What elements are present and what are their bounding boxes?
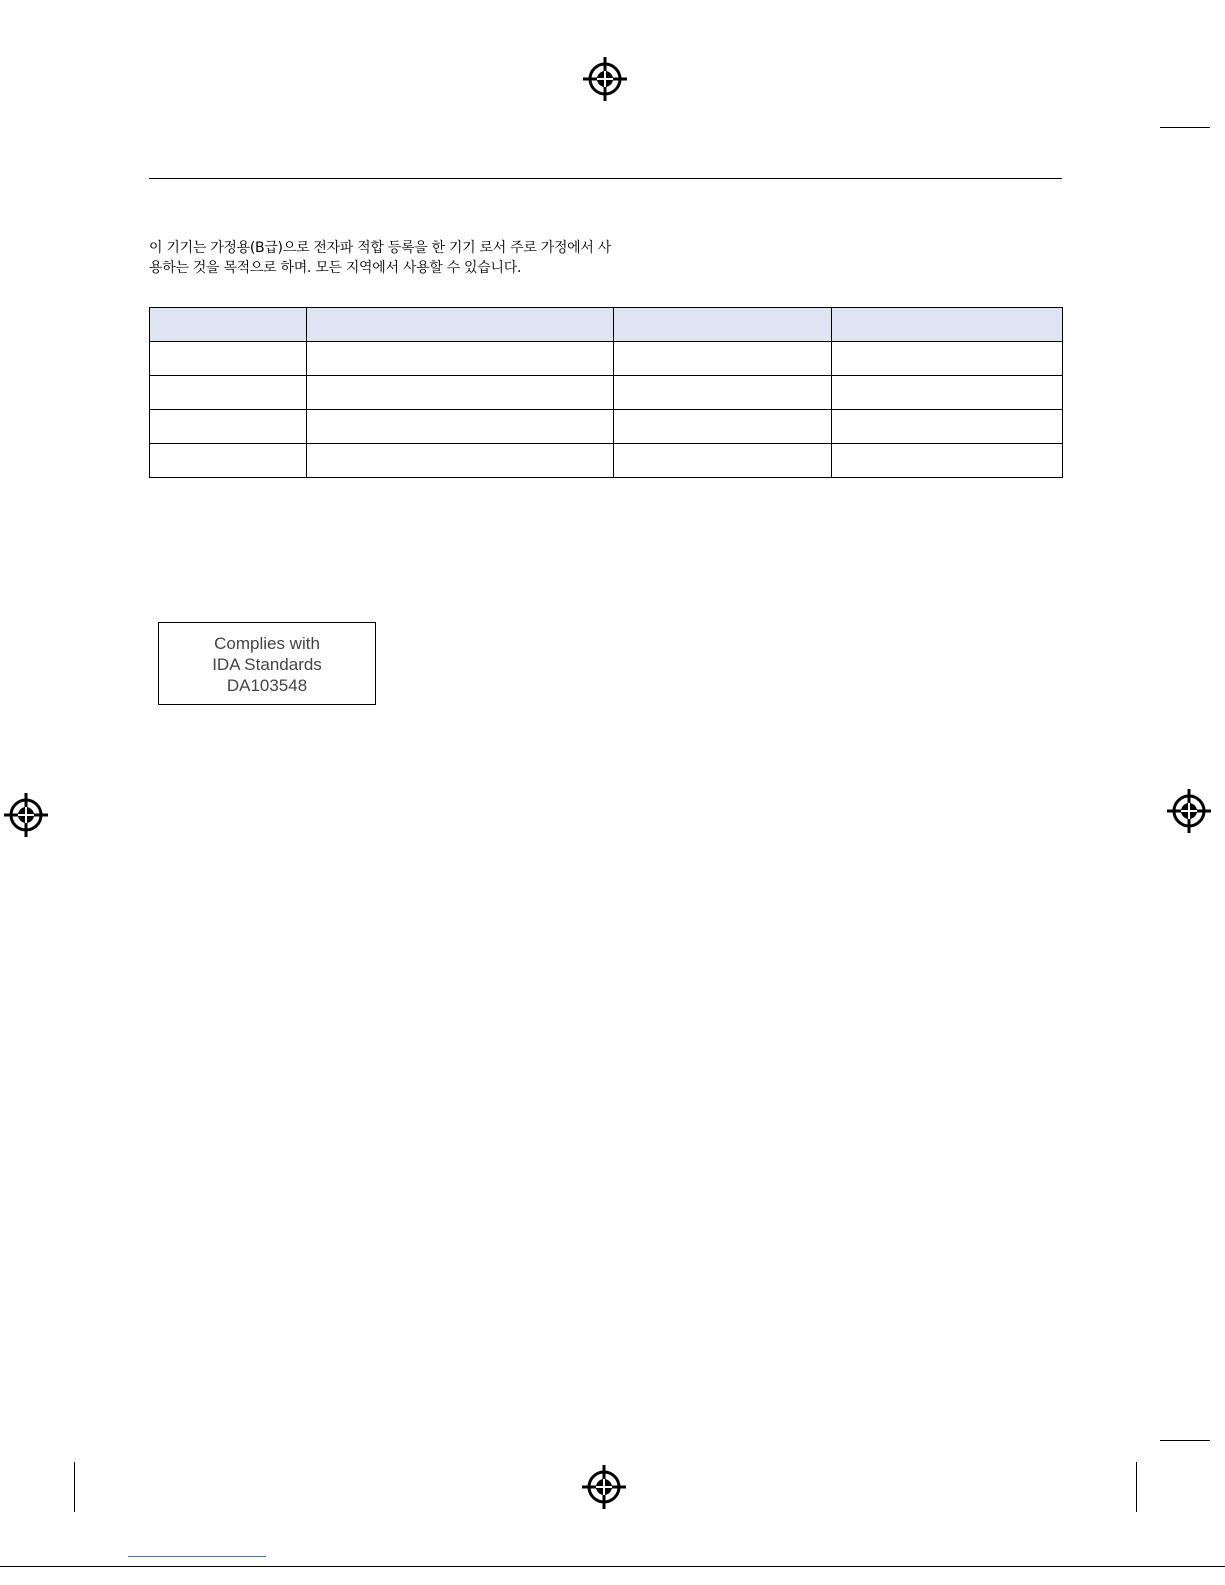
table-cell — [307, 376, 614, 410]
table-row — [150, 376, 1063, 410]
korean-class-b-notice — [149, 238, 769, 278]
table-cell — [150, 444, 307, 478]
footer-bottom-rule — [0, 1566, 1225, 1567]
registration-mark-bottom-icon — [581, 1464, 627, 1510]
table-cell — [614, 410, 832, 444]
notice-line-2: 용하는 것을 목적으로 하며. 모든 지역에서 사용할 수 있습니다. — [149, 260, 522, 276]
crop-mark-top-right — [1160, 127, 1210, 128]
ida-compliance-label — [158, 622, 376, 705]
ida-label-line-3: DA103548 — [226, 676, 308, 695]
footer-underline — [128, 1556, 266, 1557]
table-cell — [307, 444, 614, 478]
registration-mark-right-icon — [1166, 788, 1212, 834]
table-row — [150, 444, 1063, 478]
header-rule — [149, 178, 1062, 179]
table-header-cell — [150, 308, 307, 342]
table-header-cell — [307, 308, 614, 342]
table-row — [150, 342, 1063, 376]
table-cell — [614, 342, 832, 376]
table-cell — [307, 410, 614, 444]
table-cell — [832, 376, 1063, 410]
ida-label-line-2: IDA Standards — [212, 655, 322, 674]
table-cell — [150, 376, 307, 410]
table-cell — [150, 410, 307, 444]
table-header-cell — [832, 308, 1063, 342]
notice-line-1: 이 기기는 가정용(B급)으로 전자파 적합 등록을 한 기기 로서 주로 가정에서 사 — [149, 240, 611, 256]
table-cell — [614, 376, 832, 410]
registration-mark-top-icon — [582, 56, 628, 102]
table-cell — [614, 444, 832, 478]
table-row — [150, 410, 1063, 444]
table-cell — [832, 444, 1063, 478]
crop-mark-bottom-left-vertical — [74, 1462, 75, 1512]
table-cell — [150, 342, 307, 376]
table-header-row — [150, 308, 1063, 342]
table-cell — [307, 342, 614, 376]
ida-label-line-1: Complies with — [214, 634, 320, 653]
table-header-cell — [614, 308, 832, 342]
table-cell — [832, 342, 1063, 376]
registration-mark-left-icon — [3, 792, 49, 838]
crop-mark-bottom-right-horizontal — [1160, 1440, 1210, 1441]
crop-mark-bottom-right-vertical — [1136, 1462, 1137, 1512]
table-cell — [832, 410, 1063, 444]
spec-table — [149, 307, 1063, 478]
